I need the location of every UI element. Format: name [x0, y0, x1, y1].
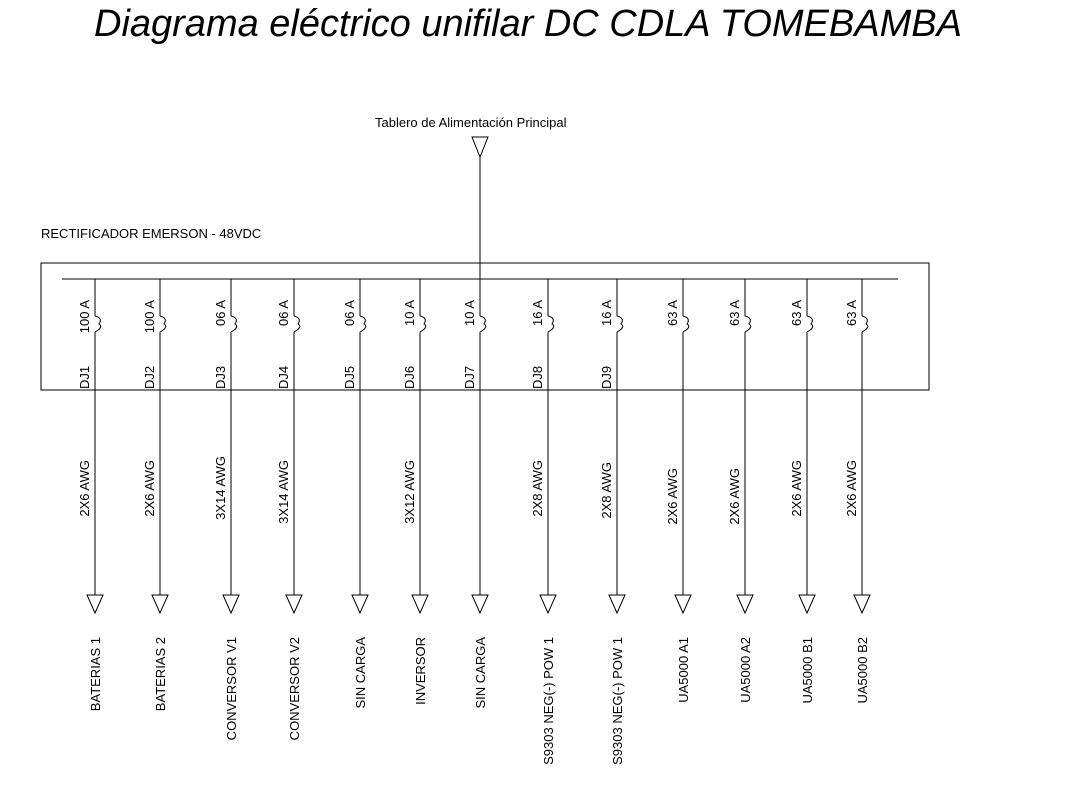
cable-3-spec: 3X14 AWG: [213, 456, 228, 520]
breaker-3-symbol: [231, 316, 237, 332]
breaker-7-symbol: [480, 316, 486, 332]
breaker-9-rating: 16 A: [599, 300, 614, 327]
cable-8-spec: 2X8 AWG: [530, 460, 545, 517]
breaker-2-id: DJ2: [142, 365, 157, 389]
load-3-arrow: [223, 595, 239, 613]
main-panel-label: Tablero de Alimentación Principal: [375, 115, 567, 130]
breaker-13-symbol: [862, 316, 868, 332]
breaker-2-rating: 100 A: [142, 300, 157, 334]
cable-11-spec: 2X6 AWG: [727, 468, 742, 525]
cable-12-spec: 2X6 AWG: [789, 460, 804, 517]
breaker-3-id: DJ3: [213, 365, 228, 389]
breaker-5-id: DJ5: [342, 365, 357, 389]
breaker-12-symbol: [807, 316, 813, 332]
load-12-label: UA5000 B1: [800, 637, 815, 704]
breaker-3-rating: 06 A: [213, 300, 228, 327]
load-3-label: CONVERSOR V1: [224, 637, 239, 741]
breaker-8-rating: 16 A: [530, 300, 545, 327]
breaker-1-symbol: [95, 316, 101, 332]
breaker-4-symbol: [294, 316, 300, 332]
load-12-arrow: [799, 595, 815, 613]
cable-2-spec: 2X6 AWG: [142, 460, 157, 517]
breaker-13-rating: 63 A: [844, 300, 859, 327]
breaker-9-symbol: [617, 316, 623, 332]
load-10-arrow: [675, 595, 691, 613]
load-6-arrow: [412, 595, 428, 613]
load-9-arrow: [609, 595, 625, 613]
cable-13-spec: 2X6 AWG: [844, 460, 859, 517]
load-13-label: UA5000 B2: [855, 637, 870, 704]
breaker-12-rating: 63 A: [789, 300, 804, 327]
breaker-4-id: DJ4: [276, 365, 291, 389]
breaker-5-symbol: [360, 316, 366, 332]
breaker-7-rating: 10 A: [462, 300, 477, 327]
breaker-6-rating: 10 A: [402, 300, 417, 327]
load-2-arrow: [152, 595, 168, 613]
cable-4-spec: 3X14 AWG: [276, 460, 291, 524]
circuits-group: [77, 279, 870, 765]
breaker-6-symbol: [420, 316, 426, 332]
diagram-title: Diagrama eléctrico unifilar DC CDLA TOMEBAMBA: [94, 3, 962, 45]
load-11-arrow: [737, 595, 753, 613]
breaker-8-id: DJ8: [530, 365, 545, 389]
breaker-8-symbol: [548, 316, 554, 332]
breaker-9-id: DJ9: [599, 365, 614, 389]
breaker-2-symbol: [160, 316, 166, 332]
load-1-label: BATERIAS 1: [88, 637, 103, 712]
breaker-4-rating: 06 A: [276, 300, 291, 327]
breaker-1-rating: 100 A: [77, 300, 92, 334]
load-5-label: SIN CARGA: [353, 637, 368, 709]
load-1-arrow: [87, 595, 103, 613]
main-feed-symbol: [472, 137, 488, 157]
load-7-arrow: [472, 595, 488, 613]
breaker-7-id: DJ7: [462, 365, 477, 389]
load-2-label: BATERIAS 2: [153, 637, 168, 712]
breaker-10-rating: 63 A: [665, 300, 680, 327]
load-7-label: SIN CARGA: [473, 637, 488, 709]
load-11-label: UA5000 A2: [738, 637, 753, 703]
breaker-6-id: DJ6: [402, 365, 417, 389]
cable-1-spec: 2X6 AWG: [77, 460, 92, 517]
load-4-arrow: [286, 595, 302, 613]
cable-10-spec: 2X6 AWG: [665, 468, 680, 525]
breaker-10-symbol: [683, 316, 689, 332]
breaker-1-id: DJ1: [77, 365, 92, 389]
load-6-label: INVERSOR: [413, 637, 428, 705]
breaker-5-rating: 06 A: [342, 300, 357, 327]
load-4-label: CONVERSOR V2: [287, 637, 302, 741]
rectifier-label: RECTIFICADOR EMERSON - 48VDC: [41, 226, 262, 241]
cable-6-spec: 3X12 AWG: [402, 460, 417, 524]
load-13-arrow: [854, 595, 870, 613]
load-9-label: S9303 NEG(-) POW 1: [610, 637, 625, 765]
cable-9-spec: 2X8 AWG: [599, 462, 614, 519]
breaker-11-rating: 63 A: [727, 300, 742, 327]
load-8-label: S9303 NEG(-) POW 1: [541, 637, 556, 765]
load-10-label: UA5000 A1: [676, 637, 691, 703]
load-8-arrow: [540, 595, 556, 613]
load-5-arrow: [352, 595, 368, 613]
breaker-11-symbol: [745, 316, 751, 332]
